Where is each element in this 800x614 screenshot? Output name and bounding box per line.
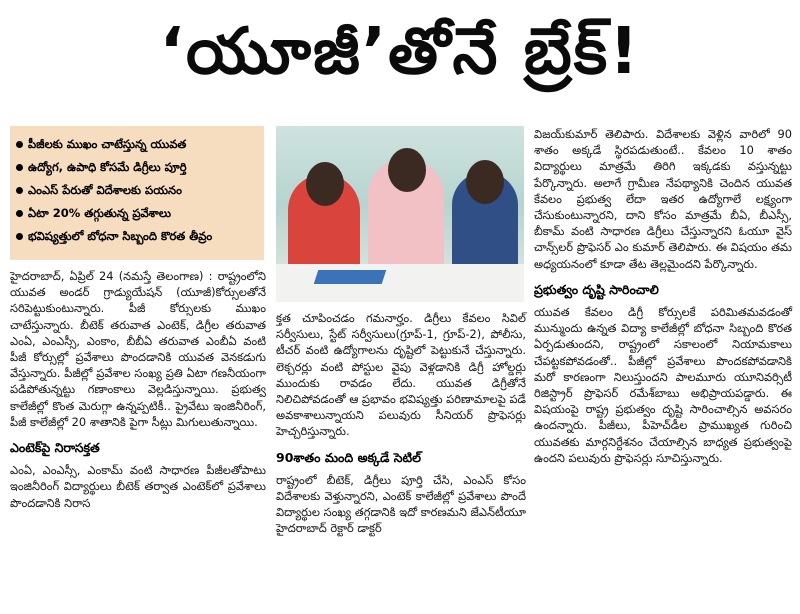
highlight-item — [16, 206, 258, 221]
article-column-3 — [534, 126, 792, 466]
students-photo — [276, 126, 524, 302]
article-column-2 — [276, 310, 526, 537]
bullet-icon — [16, 187, 23, 194]
bullet-icon — [16, 210, 23, 217]
highlight-item — [16, 137, 258, 152]
highlight-text: పీజీలకు ముఖం చాటేస్తున్న యువత — [28, 137, 187, 151]
article-column-1 — [10, 268, 266, 511]
article-paragraph: హైదరాబాద్, ఏప్రిల్ 24 (నమస్తే తెలంగాణ) : రాష్ట్రంలోని యువత అండర్ గ్రాడ్యుయేషన్ (యూజీ)కోర్సులతోనే సరిపెట్టుకుంటున్నారు. పీజీ కోర్సులకు ముఖం చాటేస్తున్నారు. బీటెక్ తరువాత ఎంటెక్, డిగ్రీల తరువాత ఎంఏ, ఎంఎస్సీ, ఎంకాం, బీబీఏ తరువాత ఎంబీఏ వంటి పీజీ కోర్సుల్లో ప్రవేశాలు పొందడానికి యువత వెనకడుగు వేస్తున్నారు. పీజీల్లో ప్రవేశాల సంఖ్య ప్రతి ఏటా గణనీయంగా పడిపోతున్నట్టు గణాంకాలు వెల్లడిస్తున్నాయి. ప్రభుత్వ కాలేజీల్లో కొంత మెరుగ్గా ఉన్నప్పటికీ.. ప్రైవేటు ఇంజినీరింగ్, పీజీ కాలేజీల్లో 20 శాతానికి పైగా సీట్లు మిగులుతున్నాయి. — [10, 269, 266, 429]
highlight-text: ఎంఎస్ పేరుతో విదేశాలకు పయనం — [28, 183, 182, 197]
section-subhead: ఎంటెక్‌పై నిరాసక్తత — [10, 440, 100, 456]
article-paragraph: ఎంఏ, ఎంఎస్సీ, ఎంకామ్ వంటి సాధారణ పీజీలతోపాటు ఇంజినీరింగ్ విద్యార్థులు బీటెక్ తర్వాత ఎంటెక్‌లో ప్రవేశాలు పొందడానికి నిరాస — [10, 463, 266, 510]
article-paragraph: రాష్ట్రంలో బీటెక్, డిగ్రీలు పూర్తి చేసి, ఎంఎస్ కోసం విదేశాలకు వెళ్తున్నారని, ఎంటెక్ కాలేజీల్లో ప్రవేశాలు పొందే విద్యార్థుల సంఖ్య తగ్గడానికి ఇదో కారణమని జేఎన్‌టీయూ హైదరాబాద్ రెక్టార్ డాక్టర్ — [276, 472, 526, 536]
student-head — [466, 160, 504, 204]
highlight-item — [16, 160, 258, 175]
student-head — [388, 148, 426, 192]
bullet-icon — [16, 233, 23, 240]
highlight-text: ఉద్యోగ, ఉపాధి కోసమే డిగ్రీలు పూర్తి — [28, 160, 187, 174]
section-subhead: 90శాతం మంది అక్కడే సెటిల్ — [276, 449, 422, 465]
bullet-icon — [16, 164, 23, 171]
article-paragraph: యువత కేవలం డిగ్రీ కోర్సులకే పరిమితమవడంతో మున్ముందు ఉన్నత విద్యా కాలేజీల్లో బోధనా సిబ్బంది కొరత ఏర్పడుతుందని, రాష్ట్రంలో సకాలంలో నియామకాలు చేపట్టకపోవడంతో.. పీజీల్లో ప్రవేశాలు పొందకపోవడానికి మరో కారణంగా నిలుస్తుందని పాలమూరు యూనివర్సిటీ రిజిస్ట్రార్ ప్రొఫెసర్ రమేశ్‌బాబు అభిప్రాయపడ్డారు. ఈ విషయంపై రాష్ట్ర ప్రభుత్వం దృష్టి సారించాల్సిన అవసరం ఉందన్నారు. పీజీలు, పీహెచ్‌డీల ప్రాముఖ్యత గురించి యువతకు మార్గనిర్దేశనం చేయాల్సిన బాధ్యత ప్రభుత్వంపై ఉందని పలువురు ప్రొఫెసర్లు సూచిస్తున్నారు. — [534, 305, 792, 465]
highlight-text: ఏటా 20% తగ్గుతున్న ప్రవేశాలు — [28, 206, 171, 220]
student-head — [306, 162, 344, 206]
highlight-item — [16, 183, 258, 198]
highlight-item — [16, 229, 258, 244]
highlights-box — [10, 126, 264, 260]
book — [314, 270, 387, 284]
headline: ‘యూజీ’తోనే బ్రేక్! — [159, 14, 641, 89]
highlight-text: భవిష్యత్తులో బోధనా సిబ్బంది కొరత తీవ్రం — [28, 229, 213, 243]
bullet-icon — [16, 141, 23, 148]
section-subhead: ప్రభుత్వం దృష్టి సారించాలి — [534, 281, 659, 297]
article-paragraph: విజయ్‌కుమార్ తెలిపారు. విదేశాలకు వెళ్లిన వారిలో 90 శాతం అక్కడే స్థిరపడుతుంటే.. కేవలం 10 శాతం విద్యార్థులు మాత్రమే తిరిగి ఇక్కడకు వస్తున్నట్టు పేర్కొన్నారు. అలాగే గ్రామీణ నేపథ్యానికి చెందిన యువత కేవలం ప్రభుత్వ లేదా ఇతర ఉద్యోగాలే లక్ష్యంగా చేసుకుంటున్నారని, దాని కోసం మాత్రమే బీఏ, బీఎస్సీ, బీకామ్ వంటి సాధారణ డిగ్రీలు చేస్తున్నారని ఓయూ వైస్ చాన్స్‌లర్ ప్రొఫెసర్ ఎం కుమార్ తెలిపారు. ఈ విషయం తమ అధ్యయనంలో కూడా తేట తెల్లమైందని పేర్కొన్నారు. — [534, 127, 792, 271]
article-paragraph: క్తత చూపించడం గమనార్హం. డిగ్రీలు కేవలం సివిల్ సర్వీసులు, స్టేట్ సర్వీసులు(గ్రూప్-1, గ్రూప్-2), పోలీసు, టీచర్ వంటి ఉద్యోగాలను దృష్టిలో పెట్టుకునే చేస్తున్నారు. లెక్చరర్లు వంటి పోస్టుల వైపు వెళ్లడానికి డిగ్రీ హోల్డర్లు ముందుకు రావడం లేదు. యువత డిగ్రీతోనే నిలిచిపోవడంతో ఆ ప్రభావం భవిష్యత్తు పరిణామాలపై పడే అవకాశాలున్నాయని పలువురు సీనియర్ ప్రొఫెసర్లు హెచ్చరిస్తున్నారు. — [276, 311, 526, 439]
